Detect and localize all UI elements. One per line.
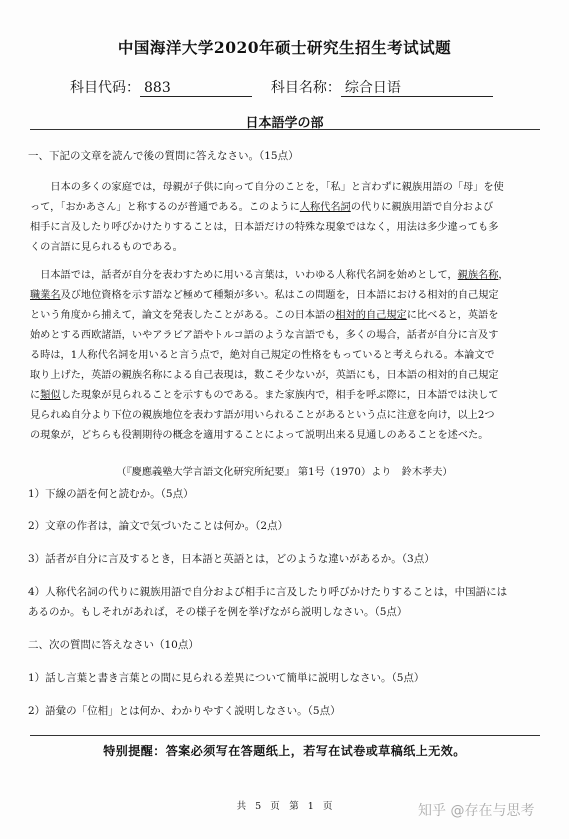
underlined-word: 相対的自己規定 <box>335 310 407 321</box>
subject-line <box>70 77 510 97</box>
para2-line5: る時は，1人称代名詞を用いると言う点で，絶対自己規定の性格をもっていると考えられる。本論文で <box>30 350 495 361</box>
bottom-divider <box>30 735 540 736</box>
question-3: 3）話者が自分に言及するとき，日本語と英語とは，どのような違いがあるか。（3点） <box>28 553 435 565</box>
para1-line3: 相手に言及したり呼びかけたりすることは，日本語だけの特殊な現象ではなく，用法は多少違っても多 <box>30 222 499 233</box>
question-1: 1）下線の語を何と読むか。（5点） <box>28 488 194 500</box>
section-title: 日本語学の部 <box>245 116 324 131</box>
part1-heading: 一、下記の文章を読んで後の質問に答えなさい。（15点） <box>28 150 299 162</box>
special-notice: 特别提醒：答案必须写在答题纸上，若写在试卷或草稿纸上无效。 <box>103 744 466 758</box>
para2-line3: という角度から捕えて，論文を発表したことがある。この日本語の相対的自己規定に比べると，英語を <box>30 310 499 321</box>
para2-line8: 見られぬ自分より下位の親族地位を表わす語が用いられることがあるという点に注意を向け，以上2つ <box>30 410 495 421</box>
top-divider <box>30 129 540 130</box>
para1-line4: くの言語に見られるものである。 <box>30 242 183 253</box>
exam-title: 中国海洋大学2020年硕士研究生招生考试试题 <box>117 38 452 57</box>
para1-line1: 日本の多くの家庭では，母親が子供に向って自分のことを，「私」と言わずに親族用語の「母」を使 <box>50 182 504 193</box>
subject-code-value: 883 <box>140 80 252 97</box>
para2-line7: に類似した現象が見られることを示すものである。また家族内で，相手を呼ぶ際に，日本語では決して <box>30 390 499 401</box>
para2-line2: 職業名及び地位資格を示す語など極めて種類が多い。私はこの問題を，日本語における相対的自己規定 <box>30 290 499 301</box>
part2-question-1: 1）話し言葉と書き言葉との間に見られる差異について簡単に説明しなさい。（5点） <box>28 672 425 684</box>
para2-line6: 取り上げた，英語の親族名称による自己表現は，数こそ少ないが，英語にも，日本語の相対的自己規定 <box>30 370 499 381</box>
subject-code-label: 科目代码： <box>70 80 140 96</box>
part2-question-2: 2）語彙の「位相」とは何か、わかりやすく説明しなさい。（5点） <box>28 705 341 717</box>
question-2: 2）文章の作者は，論文で気づいたことは何か。（2点） <box>28 520 289 532</box>
question-4-line2: あるのか。もしそれがあれば，その様子を例を挙げながら説明しなさい。（5点） <box>28 606 408 618</box>
para1-line2: って，「おかあさん」と称するのが普通である。このように人称代名詞の代りに親族用語で自分および <box>30 202 494 213</box>
underlined-word: 職業名 <box>30 290 61 301</box>
underlined-word: 親族名称 <box>457 270 499 281</box>
para2-line4: 始めとする西欧諸語，いやアラビア語やトルコ語のような言語でも，多くの場合，話者が自分に言及す <box>30 330 499 341</box>
passage-paragraph-2 <box>30 266 542 446</box>
page-indicator: 共 5 页 第 1 页 <box>236 801 333 812</box>
passage-paragraph-1 <box>30 178 542 258</box>
para2-line1: 日本語では，話者が自分を表わすために用いる言葉は，いわゆる人称代名詞を始めとして，親族名称， <box>40 270 509 281</box>
citation: （『慶應義塾大学言語文化研究所紀要』 第1号（1970）より 鈴木孝夫） <box>116 467 453 478</box>
subject-name-label: 科目名称： <box>270 80 341 96</box>
para2-line9: の現象が，どちらも役割期待の概念を適用することによって説明出来る見通しのあることを述べた。 <box>30 430 489 441</box>
underlined-word: 人称代名詞 <box>299 202 351 213</box>
question-4-line1: 4）人称代名詞の代りに親族用語で自分および相手に言及したり呼びかけたりすることは，中国語には <box>28 586 508 598</box>
watermark: 知乎 @存在与思考 <box>418 803 535 819</box>
part2-heading: 二、次の質問に答えなさい（10点） <box>28 639 199 651</box>
subject-name-value: 综合日语 <box>341 80 493 97</box>
underlined-word: 類似 <box>40 390 61 401</box>
